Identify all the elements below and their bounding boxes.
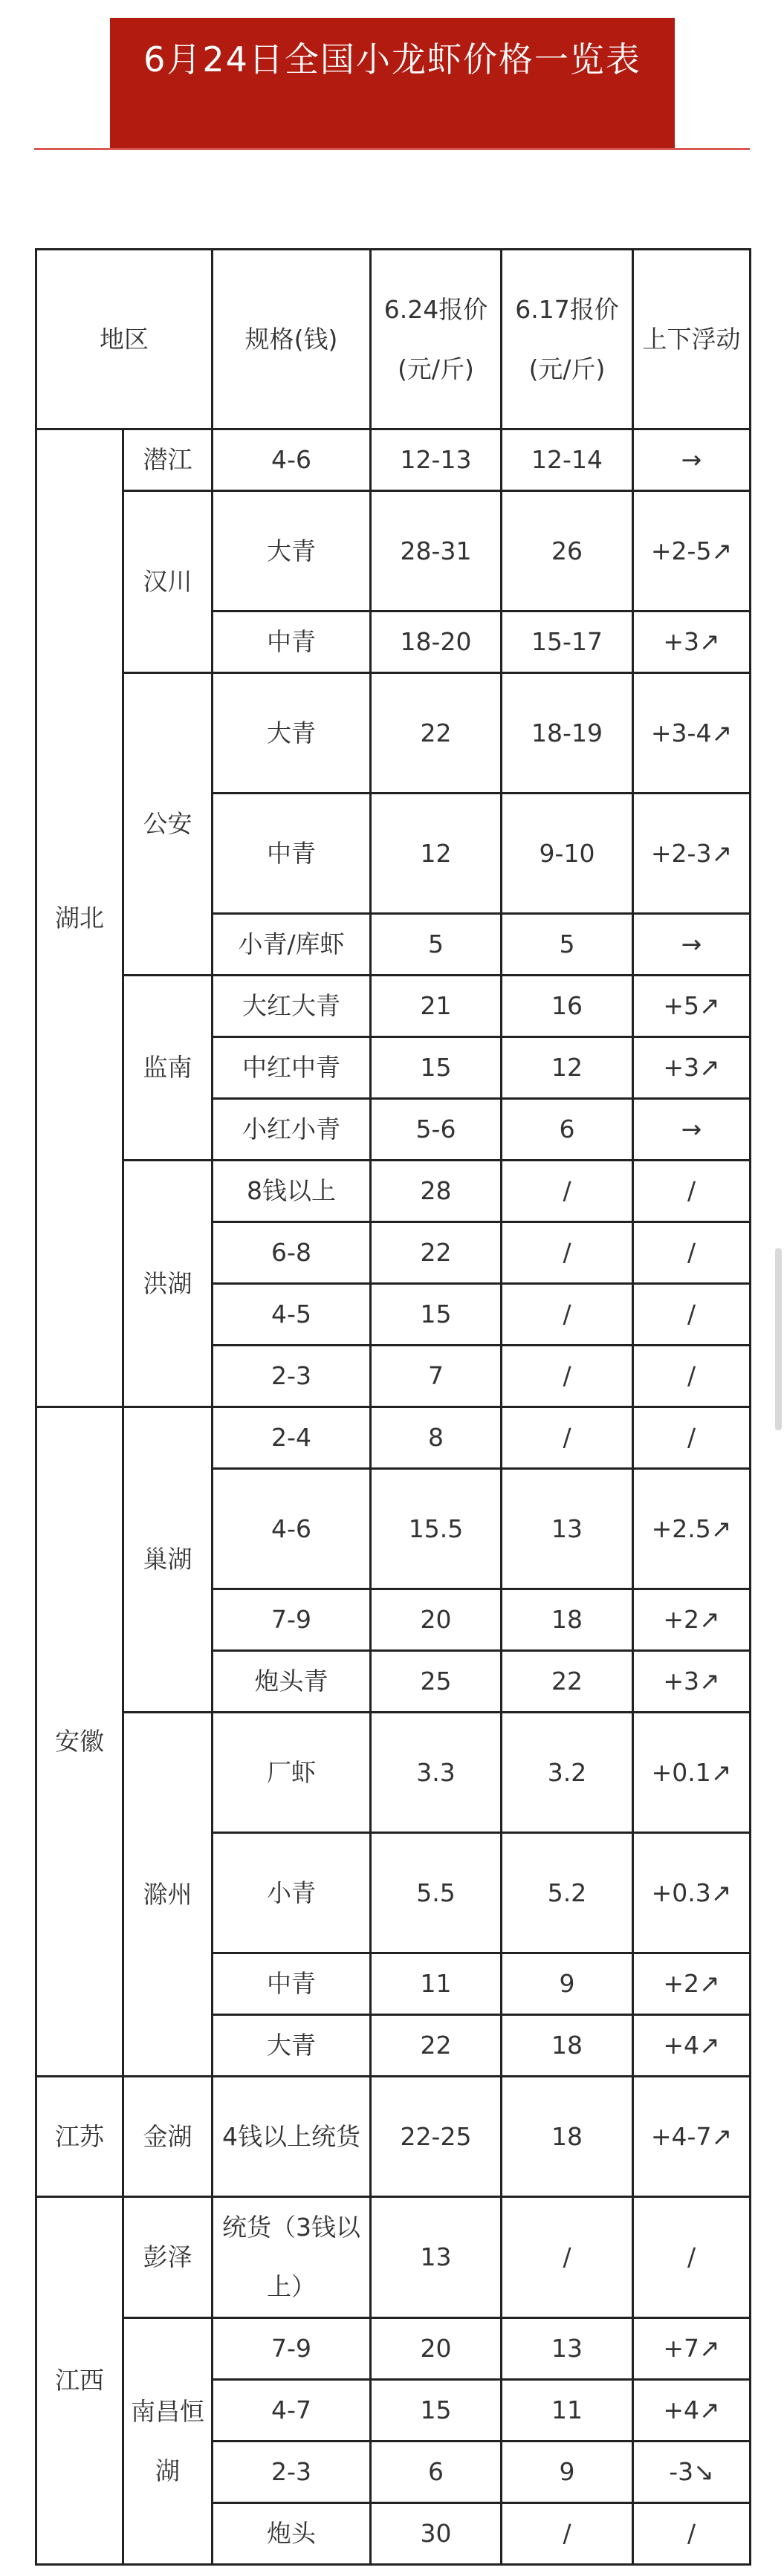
table-row — [36, 1713, 751, 1833]
price-0624-cell: 20 — [371, 1589, 502, 1651]
change-cell: / — [633, 1222, 751, 1284]
place-cell: 汉川 — [123, 491, 213, 673]
change-cell: +2-5↗ — [633, 491, 751, 611]
price-0617-cell: 16 — [502, 976, 633, 1037]
change-cell: +0.3↗ — [633, 1833, 751, 1953]
price-0617-cell: 13 — [502, 1469, 633, 1589]
spec-cell: 7-9 — [213, 1589, 371, 1651]
price-0624-cell: 22 — [371, 2015, 502, 2077]
price-0617-cell: 13 — [502, 2318, 633, 2380]
header-price-0624: 6.24报价(元/斤) — [371, 250, 502, 429]
change-cell: → — [633, 1099, 751, 1161]
spec-cell: 4-7 — [213, 2380, 371, 2442]
change-cell: / — [633, 1161, 751, 1222]
spec-cell: 厂虾 — [213, 1713, 371, 1833]
page-title: 6月24日全国小龙虾价格一览表 — [110, 18, 675, 149]
spec-cell: 4-6 — [213, 429, 371, 491]
price-0624-cell: 5-6 — [371, 1099, 502, 1161]
change-cell: / — [633, 2197, 751, 2318]
change-cell: +3↗ — [633, 1651, 751, 1713]
price-0624-cell: 15.5 — [371, 1469, 502, 1589]
change-cell: +3↗ — [633, 1037, 751, 1099]
spec-cell: 中青 — [213, 1953, 371, 2015]
price-0624-cell: 12 — [371, 794, 502, 914]
price-0624-cell: 21 — [371, 976, 502, 1037]
price-0624-cell: 15 — [371, 1037, 502, 1099]
price-0617-cell: 6 — [502, 1099, 633, 1161]
spec-cell: 大青 — [213, 2015, 371, 2077]
place-cell: 监南 — [123, 976, 213, 1161]
price-0617-cell: 18-19 — [502, 673, 633, 794]
province-cell: 江西 — [36, 2197, 123, 2565]
change-cell: -3↘ — [633, 2442, 751, 2503]
table-row — [36, 429, 751, 491]
province-cell: 安徽 — [36, 1407, 123, 2077]
price-0624-cell: 28-31 — [371, 491, 502, 611]
price-0624-cell: 6 — [371, 2442, 502, 2503]
change-cell: +7↗ — [633, 2318, 751, 2380]
price-0617-cell: 9-10 — [502, 794, 633, 914]
header-price-0617: 6.17报价(元/斤) — [502, 250, 633, 429]
price-0624-cell: 28 — [371, 1161, 502, 1222]
spec-cell: 2-4 — [213, 1407, 371, 1469]
change-cell: +3↗ — [633, 611, 751, 673]
price-0624-cell: 15 — [371, 2380, 502, 2442]
spec-cell: 4钱以上统货 — [213, 2077, 371, 2197]
price-0624-cell: 20 — [371, 2318, 502, 2380]
change-cell: / — [633, 1284, 751, 1346]
spec-cell: 7-9 — [213, 2318, 371, 2380]
price-0617-cell: 15-17 — [502, 611, 633, 673]
price-0617-cell: / — [502, 1407, 633, 1469]
change-cell: / — [633, 2503, 751, 2565]
place-cell: 金湖 — [123, 2077, 213, 2197]
table-row — [36, 1407, 751, 1469]
spec-cell: 2-3 — [213, 2442, 371, 2503]
spec-cell: 小青 — [213, 1833, 371, 1953]
price-0624-cell: 5.5 — [371, 1833, 502, 1953]
change-cell: +4↗ — [633, 2380, 751, 2442]
province-cell: 湖北 — [36, 429, 123, 1407]
header-row — [36, 250, 751, 429]
price-0624-cell: 22 — [371, 1222, 502, 1284]
place-cell: 南昌恒湖 — [123, 2318, 213, 2565]
price-0617-cell: 26 — [502, 491, 633, 611]
spec-cell: 大红大青 — [213, 976, 371, 1037]
spec-cell: 大青 — [213, 673, 371, 794]
header-spec: 规格(钱) — [213, 250, 371, 429]
table-row — [36, 976, 751, 1037]
price-0617-cell: 9 — [502, 2442, 633, 2503]
change-cell: +2.5↗ — [633, 1469, 751, 1589]
province-cell: 江苏 — [36, 2077, 123, 2197]
change-cell: +2↗ — [633, 1589, 751, 1651]
price-table — [35, 248, 751, 2566]
price-0617-cell: / — [502, 1284, 633, 1346]
change-cell: / — [633, 1346, 751, 1407]
price-0617-cell: 12 — [502, 1037, 633, 1099]
spec-cell: 统货（3钱以上） — [213, 2197, 371, 2318]
place-cell: 潜江 — [123, 429, 213, 491]
change-cell: +3-4↗ — [633, 673, 751, 794]
spec-cell: 4-6 — [213, 1469, 371, 1589]
place-cell: 彭泽 — [123, 2197, 213, 2318]
price-0624-cell: 7 — [371, 1346, 502, 1407]
price-0617-cell: 9 — [502, 1953, 633, 2015]
price-0617-cell: / — [502, 2197, 633, 2318]
price-0617-cell: 11 — [502, 2380, 633, 2442]
table-row — [36, 1161, 751, 1222]
spec-cell: 小青/库虾 — [213, 914, 371, 976]
spec-cell: 炮头 — [213, 2503, 371, 2565]
price-0617-cell: 18 — [502, 2015, 633, 2077]
scrollbar-thumb[interactable] — [775, 1248, 782, 1430]
price-0624-cell: 11 — [371, 1953, 502, 2015]
price-0624-cell: 5 — [371, 914, 502, 976]
price-0617-cell: 22 — [502, 1651, 633, 1713]
header-region: 地区 — [36, 250, 213, 429]
price-0617-cell: 18 — [502, 2077, 633, 2197]
table-row — [36, 2197, 751, 2318]
price-0617-cell: 3.2 — [502, 1713, 633, 1833]
spec-cell: 4-5 — [213, 1284, 371, 1346]
price-0617-cell: 18 — [502, 1589, 633, 1651]
price-0617-cell: / — [502, 2503, 633, 2565]
change-cell: → — [633, 429, 751, 491]
price-0624-cell: 30 — [371, 2503, 502, 2565]
place-cell: 公安 — [123, 673, 213, 976]
price-0617-cell: / — [502, 1222, 633, 1284]
table-row — [36, 2318, 751, 2380]
spec-cell: 大青 — [213, 491, 371, 611]
price-0624-cell: 3.3 — [371, 1713, 502, 1833]
price-0624-cell: 22-25 — [371, 2077, 502, 2197]
table-row — [36, 673, 751, 794]
price-0617-cell: / — [502, 1346, 633, 1407]
change-cell: +0.1↗ — [633, 1713, 751, 1833]
title-divider — [34, 148, 750, 150]
price-0624-cell: 25 — [371, 1651, 502, 1713]
spec-cell: 6-8 — [213, 1222, 371, 1284]
table-row — [36, 491, 751, 611]
price-0617-cell: 5 — [502, 914, 633, 976]
spec-cell: 中青 — [213, 611, 371, 673]
change-cell: +2-3↗ — [633, 794, 751, 914]
place-cell: 洪湖 — [123, 1161, 213, 1407]
change-cell: +2↗ — [633, 1953, 751, 2015]
price-0624-cell: 13 — [371, 2197, 502, 2318]
price-0624-cell: 18-20 — [371, 611, 502, 673]
price-0624-cell: 15 — [371, 1284, 502, 1346]
spec-cell: 2-3 — [213, 1346, 371, 1407]
price-0624-cell: 8 — [371, 1407, 502, 1469]
header-change: 上下浮动 — [633, 250, 751, 429]
spec-cell: 中青 — [213, 794, 371, 914]
place-cell: 滁州 — [123, 1713, 213, 2077]
spec-cell: 炮头青 — [213, 1651, 371, 1713]
change-cell: / — [633, 1407, 751, 1469]
price-0624-cell: 22 — [371, 673, 502, 794]
spec-cell: 小红小青 — [213, 1099, 371, 1161]
spec-cell: 8钱以上 — [213, 1161, 371, 1222]
change-cell: → — [633, 914, 751, 976]
change-cell: +5↗ — [633, 976, 751, 1037]
price-0624-cell: 12-13 — [371, 429, 502, 491]
price-0617-cell: 12-14 — [502, 429, 633, 491]
spec-cell: 中红中青 — [213, 1037, 371, 1099]
place-cell: 巢湖 — [123, 1407, 213, 1713]
price-0617-cell: 5.2 — [502, 1833, 633, 1953]
table-row — [36, 2077, 751, 2197]
change-cell: +4↗ — [633, 2015, 751, 2077]
price-0617-cell: / — [502, 1161, 633, 1222]
change-cell: +4-7↗ — [633, 2077, 751, 2197]
